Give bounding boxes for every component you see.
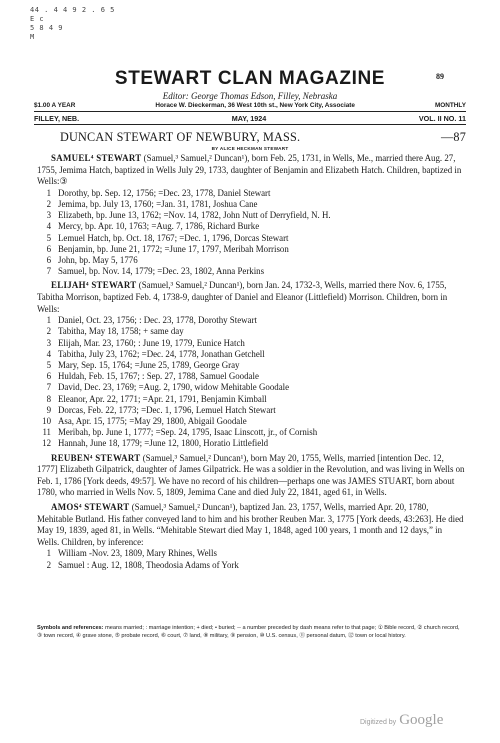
child-entry bbox=[37, 233, 465, 244]
legend-text: means married; : marriage intention; + died; • buried; -- a number preceded by dash means refer to that page; ① Bible record, ② church record, ③ town record, ④ grave stone, ⑤ probate record, ⑥ court, ⑦ land, ⑧ military, ⑨ pension, ⑩ U.S. census, ⑪ personal datum, ⑫ town or local history. bbox=[37, 625, 460, 639]
child-record: Asa, Apr. 15, 1775; =May 29, 1800, Abigail Goodale bbox=[58, 416, 247, 427]
article-title: DUNCAN STEWART OF NEWBURY, MASS. bbox=[60, 130, 301, 144]
person-record: (Samuel,³ Samuel,² Duncan¹), born May 20, 1755, Wells, married [intention Dec. 12, 1777] Elizabeth Gilpatrick, daughter of James Gilpatrick. He was a soldier in the Revolution, and was living in Wells on Feb. 1, 1786 [York deeds, 49:57]. We have no record of his children—perhaps one was JAMES STUART, born about 1780, who married in Wells Nov. 5, 1809, Jemima Cane and died July 22, 1841, aged 61, in Wells. bbox=[37, 452, 465, 498]
child-record: Meribah, bp. June 1, 1777; =Sep. 24, 1795, Isaac Linscott, jr., of Cornish bbox=[58, 427, 318, 438]
issue-place: FILLEY, NEB. bbox=[34, 114, 80, 123]
child-number: 2 bbox=[46, 326, 51, 337]
child-entry bbox=[37, 210, 465, 221]
article-body bbox=[37, 153, 465, 571]
issue-volume: VOL. II NO. 11 bbox=[418, 114, 466, 123]
person-record: (Samuel,³ Samuel,² Duncan¹), born Feb. 25, 1731, in Wells, Me., married there Aug. 27, 1755, Jemima Hatch, baptized in Wells July 29, 1733, daughter of Benjamin and Elizabeth Hatch. Children, baptized in Wells:③ bbox=[37, 153, 462, 187]
child-record: Mary, Sep. 15, 1764; =June 25, 1789, George Gray bbox=[58, 360, 240, 370]
children-list bbox=[37, 548, 465, 570]
child-record: John, bp. May 5, 1776 bbox=[58, 255, 138, 265]
child-number: 9 bbox=[46, 404, 51, 415]
handwriting-line: 5 8 4 9 bbox=[30, 24, 64, 32]
person-record: (Samuel,³ Samuel,² Duncan¹), born Jan. 24, 1732-3, Wells, married there Nov. 6, 1755, Tabitha Morrison, baptized Feb. 4, 1738-9, daughter of Daniel and Eleanor (Littlefield) Morrison. Children, born in Wells: bbox=[37, 280, 448, 314]
handwritten-call-number bbox=[30, 6, 115, 42]
article-byline: BY ALICE HECKMAN STEWART bbox=[211, 146, 289, 151]
child-entry bbox=[37, 266, 465, 277]
child-number: 5 bbox=[46, 360, 51, 370]
symbols-legend bbox=[37, 625, 465, 641]
handwriting-line: M bbox=[30, 33, 35, 41]
handwriting-line: 44 . 4 4 9 2 . 6 5 bbox=[30, 6, 115, 14]
child-record: Jemima, bp. July 13, 1760; =Jan. 31, 1781, Joshua Cane bbox=[58, 198, 258, 209]
issue-date: MAY, 1924 bbox=[231, 114, 267, 123]
child-record: Daniel, Oct. 23, 1756; : Dec. 23, 1778, Dorothy Stewart bbox=[58, 315, 257, 326]
child-number: 5 bbox=[46, 232, 51, 243]
child-entry bbox=[37, 405, 465, 416]
child-record: Hannah, June 18, 1779; =June 12, 1800, Horatio Littlefield bbox=[58, 438, 269, 449]
legend-heading: Symbols and references: bbox=[37, 625, 104, 631]
child-record: Mercy, bp. Apr. 10, 1763; =Aug. 7, 1786, Richard Burke bbox=[58, 221, 260, 232]
child-record: David, Dec. 23, 1769; =Aug. 2, 1790, widow Mehitable Goodale bbox=[58, 382, 290, 393]
family-paragraph bbox=[37, 502, 465, 548]
watermark-prefix: Digitized by bbox=[360, 719, 397, 726]
child-number: 10 bbox=[42, 416, 51, 427]
child-entry bbox=[37, 427, 465, 438]
child-number: 3 bbox=[46, 210, 51, 221]
child-number: 6 bbox=[46, 371, 51, 382]
person-name: SAMUEL⁴ STEWART bbox=[51, 153, 142, 163]
child-number: 4 bbox=[46, 348, 51, 359]
child-number: 4 bbox=[46, 221, 51, 232]
child-record: Eleanor, Apr. 22, 1771; =Apr. 21, 1791, Benjamin Kimball bbox=[58, 393, 267, 404]
child-record: Tabitha, July 23, 1762; =Dec. 24, 1778, Jonathan Getchell bbox=[58, 348, 265, 359]
masthead-rule-bottom bbox=[34, 124, 466, 125]
person-name: AMOS⁴ STEWART bbox=[51, 502, 130, 512]
child-entry bbox=[37, 199, 465, 210]
person-record: (Samuel,³ Samuel,² Duncan¹), baptized Jan. 23, 1757, Wells, married Apr. 20, 1780, Mehitable Butland. His father conveyed land to him and his brother Reuben Mar. 3, 1775 [York deeds, 43:263]. He died May 19, 1839, aged 81, in Wells. “Mehitable Stewart died May 1, 1848, aged 100 years, 1 month and 12 days,” in Wells. Children, by inference: bbox=[37, 502, 464, 547]
child-number: 6 bbox=[46, 255, 51, 265]
family-paragraph bbox=[37, 153, 465, 188]
child-number: 3 bbox=[46, 337, 51, 348]
subscription-line bbox=[34, 102, 466, 109]
child-entry bbox=[37, 560, 465, 571]
google-logo: Google bbox=[399, 712, 444, 728]
google-watermark bbox=[360, 712, 443, 729]
child-number: 1 bbox=[46, 548, 51, 559]
child-number: 7 bbox=[46, 266, 51, 277]
child-record: Samuel, bp. Nov. 14, 1779; =Dec. 23, 1802, Anna Perkins bbox=[58, 266, 265, 277]
child-entry bbox=[37, 416, 465, 427]
child-number: 6 bbox=[46, 243, 51, 254]
child-entry bbox=[37, 349, 465, 360]
child-record: Samuel : Aug. 12, 1808, Theodosia Adams of York bbox=[58, 559, 239, 570]
child-number: 2 bbox=[46, 559, 51, 570]
child-entry bbox=[37, 438, 465, 449]
child-entry bbox=[37, 338, 465, 349]
issue-line bbox=[34, 114, 466, 123]
children-list bbox=[37, 188, 465, 278]
child-entry bbox=[37, 326, 465, 337]
child-record: Tabitha, May 18, 1758; + same day bbox=[58, 326, 184, 337]
article-page-reference: —87 bbox=[441, 130, 466, 144]
child-number: 1 bbox=[46, 315, 51, 326]
child-record: Lemuel Hatch, bp. Oct. 18, 1767; =Dec. 1, 1796, Dorcas Stewart bbox=[58, 232, 289, 243]
masthead-rule-top bbox=[34, 111, 466, 112]
magazine-title: STEWART CLAN MAGAZINE bbox=[114, 68, 386, 89]
person-name: REUBEN⁴ STEWART bbox=[51, 452, 141, 463]
child-record: Elijah, Mar. 23, 1760; : June 19, 1779, Eunice Hatch bbox=[58, 337, 245, 348]
child-record: Huldah, Feb. 15, 1767; : Sep. 27, 1788, Samuel Goodale bbox=[58, 371, 259, 382]
child-number: 12 bbox=[42, 438, 51, 449]
editor-line: Editor: George Thomas Edson, Filley, Nebraska bbox=[162, 91, 338, 101]
family-paragraph bbox=[37, 453, 465, 499]
child-entry bbox=[37, 360, 465, 371]
child-number: 7 bbox=[46, 382, 51, 393]
child-record: Dorothy, bp. Sep. 12, 1756; =Dec. 23, 1778, Daniel Stewart bbox=[58, 187, 271, 198]
child-entry bbox=[37, 315, 465, 326]
article-heading bbox=[60, 130, 470, 145]
child-record: William -Nov. 23, 1809, Mary Rhines, Wells bbox=[58, 548, 217, 559]
child-number: 11 bbox=[42, 427, 51, 438]
child-entry bbox=[37, 244, 465, 255]
handwriting-line: E c bbox=[30, 15, 45, 23]
associate-editor: Horace W. Dieckerman, 36 West 10th st., New York City, Associate bbox=[155, 102, 355, 109]
child-entry bbox=[37, 548, 465, 559]
person-name: ELIJAH⁴ STEWART bbox=[51, 280, 137, 291]
family-paragraph bbox=[37, 280, 465, 315]
child-number: 2 bbox=[46, 198, 51, 209]
page-number: 89 bbox=[436, 72, 444, 81]
child-entry bbox=[37, 255, 465, 266]
price: $1.00 A YEAR bbox=[34, 102, 76, 109]
child-record: Dorcas, Feb. 22, 1773; =Dec. 1, 1796, Lemuel Hatch Stewart bbox=[58, 404, 276, 415]
child-entry bbox=[37, 382, 465, 393]
child-record: Benjamin, bp. June 21, 1772; =June 17, 1797, Meribah Morrison bbox=[58, 243, 289, 254]
child-number: 8 bbox=[46, 393, 51, 404]
child-entry bbox=[37, 188, 465, 199]
children-list bbox=[37, 315, 465, 449]
frequency: MONTHLY bbox=[434, 102, 466, 109]
child-entry bbox=[37, 394, 465, 405]
child-entry bbox=[37, 371, 465, 382]
child-record: Elizabeth, bp. June 13, 1762; =Nov. 14, 1782, John Nutt of Derryfield, N. H. bbox=[58, 210, 331, 221]
child-entry bbox=[37, 221, 465, 232]
child-number: 1 bbox=[46, 187, 51, 198]
